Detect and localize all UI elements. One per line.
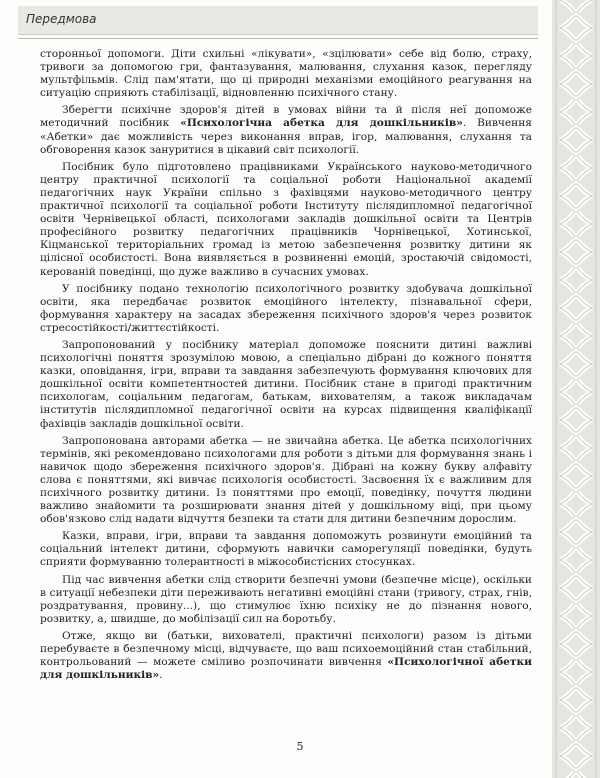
paragraph-8: Під час вивчення абетки слід створити безпечні умови (безпечне місце), оскільки в ситуації небезпеки діти переживають негативні емоційні стани (тривогу, страх, гнів, роздратування, провину...), що стимулює їхню психіку не до пізнання нового, розвитку, а, швидше, до мобілізації сил на боротьбу.: [40, 573, 532, 625]
section-title: Передмова: [26, 12, 97, 26]
side-ornament: [552, 0, 600, 778]
page-number: 5: [296, 740, 304, 753]
braid-ornament-icon: [552, 0, 600, 778]
paragraph-2: [40, 104, 532, 156]
header-divider: [18, 38, 538, 39]
paragraph-3: Посібник було підготовлено працівниками Українського науково-методичного центру практичної психології та соціальної роботи Національної академії педагогічних наук України спільно з фахівцями науково-методичного центру практичної психології та соціальної роботи Інституту післядипломної педагогічної освіти Чернівецької області, психологами закладів дошкільної освіти та Центрів професійного розвитку педагогічних працівників Чорнівецької, Хотинської, Кіцманської територіальних громад із метою забезпечення розвитку дитини як цілісної особистості. Вона виявляється в розвиненні емоцій, зростаючій свідомості, керованій поведінці, що дуже важливо в сучасних умовах.: [40, 160, 532, 278]
paragraph-1: сторонньої допомоги. Діти схильні «лікувати», «зцілювати» себе від болю, страху, тривоги за допомогою гри, фантазування, малювання, слухання казок, перегляду мультфільмів. Слід пам'ятати, що ці природні механізми емоційного реагування на ситуацію сприяють стабілізації, відновленню психічного стану.: [40, 48, 532, 100]
paragraph-2-text-c: . Вивчення «Абетки» дає можливість через виконання вправ, ігор, малювання, слухання та обговорення казок зануритися в цікавий світ психології.: [40, 117, 532, 156]
paragraph-4: У посібнику подано технологію психологічного розвитку здобувача дошкільної освіти, яка передбачає розвиток емоційного інтелекту, пізнавальної сфери, формування характеру на засадах збереження психічного здоров'я через розвиток стресостійкості/життєстійкості.: [40, 282, 532, 334]
paragraph-6: Запропонована авторами абетка — не звичайна абетка. Це абетка психологічних термінів, які рекомендовано психологами для роботи з дітьми для формування знань і навичок щодо збереження психічного здоров'я. Дібрані на кожну букву алфавіту слова є поняттями, які вивчає психологія особистості. Засвоєння їх є важливим для психічного розвитку дитини. Із поняттями про емоції, поведінку, почуття людини важливо знайомити та розширювати знання дітей у дошкільному віці, при цьому обов'язково слід надати відчуття безпеки та стати для дитини безпечним дорослим.: [40, 434, 532, 526]
paragraph-9-text-a: Отже, якщо ви (батьки, вихователі, практичні психологи) разом із дітьми перебуваєте в безпечному місці, відчуваєте, що ваш психоемоційний стан стабільний, контрольований — можете сміливо розпочинати вивчення: [40, 629, 532, 669]
paragraph-5: Запропонований у посібнику матеріал допоможе пояснити дитині важливі психологічні поняття зрозумілою мовою, а спеціально дібрані до кожного поняття казки, оповідання, ігри, вправи та завдання забезпечують формування ключових для дошкільної освіти компетентностей дитини. Посібник стане в пригоді практичним психологам, соціальним педагогам, батькам, вихователям, а також викладачам інститутів післядипломної педагогічної освіти на курсах підвищення кваліфікації фахівців закладів дошкільної освіти.: [40, 338, 532, 430]
paragraph-9: [40, 630, 532, 682]
book-title-bold-2: «Психологічної абетки для дошкільників»: [40, 656, 532, 682]
paragraph-2-text-a: Зберегти психічне здоров'я дітей в умовах війни та й після неї допоможе методичний посібник: [40, 104, 532, 130]
body-text: [40, 48, 532, 686]
book-title-bold: «Психологічна абетка для дошкільників»: [180, 117, 463, 130]
paragraph-9-text-c: .: [159, 669, 163, 682]
paragraph-7: Казки, вправи, ігри, вправи та завдання допоможуть розвинути емоційний та соціальний інтелект дитини, сформують навички саморегуляції поведінки, будуть сприяти формуванню толерантності в міжособистісних стосунках.: [40, 530, 532, 569]
header-bar: [18, 6, 538, 35]
